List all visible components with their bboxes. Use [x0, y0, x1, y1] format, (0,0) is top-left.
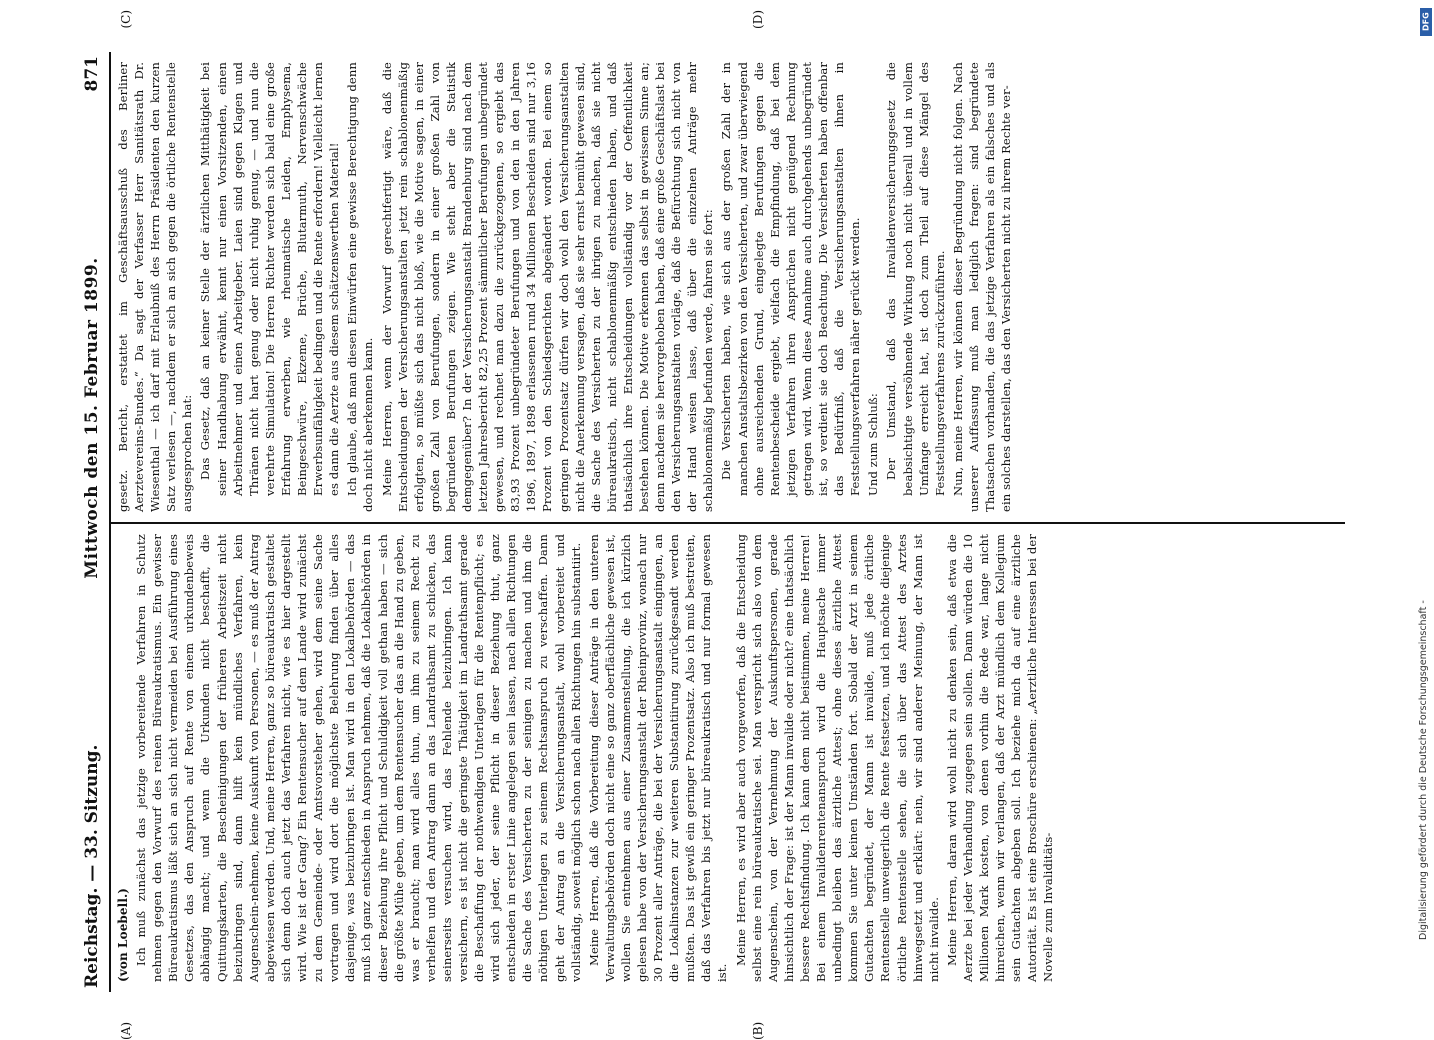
- text-columns: [111, 10, 1345, 1040]
- paragraph: Nun, meine Herren, wir können dieser Begründung nicht folgen. Nach unserer Auffassung muß man lediglich fragen: sind begründete Thatsachen vorhanden, die das jetzige Verfahren als ein falsches und als ein solches darstellen, das den Versicherten nicht zu ihrem Rechte ver-: [950, 62, 1014, 512]
- dfg-logo: DFG: [1420, 8, 1432, 36]
- rotated-page: [75, 10, 1345, 1040]
- digitization-credit: Digitalisierung gefördert durch die Deutsche Forschungsgemeinschaft -: [1418, 600, 1429, 940]
- page-header: [75, 52, 111, 992]
- speaker-label: (von Loebell.): [116, 887, 130, 982]
- paragraph: Meine Herren, es wird aber auch vorgeworfen, daß die Entscheidung selbst eine rein büreaukratische sei. Man verspricht sich also von dem Augenschein, von der Vernehmung der Auskunftspersonen, gerade hinsichtlich der Frage: ist der Mann invalide oder nicht? eine thatsächlich bessere Rechtsfindung. Ich kann dem nicht beistimmen, meine Herren! Bei einem Invalidenrentenanspruch wird die Hauptsache immer unbedingt bleiben das ärztliche Attest; ohne dieses ärztliche Attest kommen Sie unter keinen Umständen fort. Sobald der Arzt in seinem Gutachten begründet, der Mann ist invalide, muß jede örtliche Rentenstelle unweigerlich die Rente festsetzen, und ich möchte diejenige örtliche Rentenstelle sehen, die sich über das Attest des Arztes hinwegsetzt und erklärt: nein, wir sind anderer Meinung, der Mann ist nicht invalide.: [733, 534, 941, 982]
- quoted-paragraph: Der Umstand, daß das Invalidenversicherungsgesetz die beabsichtigte versöhnende Wirkung noch nicht überall und in vollem Umfange erreicht hat, ist doch zum Theil auf diese Mängel des Feststellungsverfahrens zurückzuführen.: [884, 62, 947, 496]
- header-date: Mittwoch den 15. Februar 1899.: [82, 257, 102, 579]
- page-number: 871: [82, 56, 102, 92]
- margin-marker-d: (D): [751, 10, 765, 29]
- margin-marker-a: (A): [119, 1021, 133, 1040]
- margin-marker-c: (C): [119, 10, 133, 29]
- quoted-paragraph: Die Versicherten haben, wie sich aus der großen Zahl der in manchen Anstaltsbezirken von den Versicherten, und zwar überwiegend ohne ausreichenden Grund, eingelegte Berufungen gegen die Rentenbescheide ergiebt, vielfach die Empfindung, daß bei dem jetzigen Verfahren ihren Ansprüchen nicht genügend Rechnung getragen wird. Wenn diese Annahme auch durchgehends unbegründet ist, so verdient sie doch Beachtung. Die Versicherten haben offenbar das Bedürfniß, daß die Versicherungsanstalten ihnen in Feststellungsverfahren näher gerückt werden.: [719, 62, 863, 496]
- header-left: Reichstag. — 33. Sitzung.: [82, 744, 102, 988]
- quoted-paragraph: Das Gesetz, daß an keiner Stelle der ärztlichen Mitthätigkeit bei seiner Handhabung erwähnt, kennt nur einen Vorsitzenden, einen Arbeitnehmer und einen Arbeitgeber. Laien sind gegen Klagen und Thränen nicht hart genug oder nicht ruhig genug, — und nun die verehrte Simulation! Die Herren Richter werden sich bald eine große Erfahrung erwerben, wie rheumatische Leiden, Emphysema, Beingeschwüre, Ekzeme, Brüche, Blutarmuth, Nervenschwäche Erwerbsunfähigkeit bedingen und die Rente erfordern! Vielleicht lernen es dann die Aerzte aus diesem schätzenswerthen Material!: [198, 62, 342, 496]
- margin-marker-b: (B): [751, 1021, 765, 1040]
- paragraph: Meine Herren, daß die Vorbereitung dieser Anträge in den unteren Verwaltungsbehörden doch nicht eine so ganz oberflächliche gewesen ist, wollen Sie entnehmen aus einer Zusammenstellung, die ich kürzlich gelesen habe von der Versicherungsanstalt der Rheinprovinz, wonach nur 30 Prozent aller Anträge, die bei der Versicherungsanstalt eingingen, an die Lokalinstanzen zur weiteren Substantiirung zurückgesandt werden mußten. Das ist gewiß ein geringer Prozentsatz. Also ich muß bestreiten, daß das Verfahren bis jetzt nur büreaukratisch und nur formal gewesen ist.: [586, 534, 730, 982]
- paragraph: Meine Herren, daran wird wohl nicht zu denken sein, daß etwa die Aerzte bei jeder Verhandlung zugegen sein sollen. Dann würden die 10 Millionen Mark kosten, von denen vorhin die Rede war, lange nicht hinreichen, wenn wir verlangen, daß der Arzt mündlich dem Kollegium sein Gutachten abgeben soll. Ich beziehe mich da auf eine ärztliche Autorität. Es ist eine Broschüre erschienen: „Aerztliche Interessen bei der Novelle zum Invaliditäts-: [944, 534, 1056, 982]
- left-column: [111, 522, 1345, 1040]
- paragraph: Ich glaube, daß man diesen Einwürfen eine gewisse Berechtigung denn doch nicht aberkennen kann.: [345, 62, 376, 512]
- paragraph: gesetz. Bericht, erstattet im Geschäftsausschuß des Berliner Aerztevereins-Bundes.“ Da sagt der Verfasser Herr Sanitätsrath Dr. Wiesenthal — ich darf mit Erlaubniß des Herrn Präsidenten den kurzen Satz verlesen —, nachdem er sich an sich gegen die örtliche Rentenstelle ausgesprochen hat:: [116, 62, 195, 512]
- paragraph: Und zum Schluß:: [866, 393, 881, 496]
- right-column: [111, 10, 1345, 522]
- paragraph: Ich muß zunächst das jetzige vorbereitende Verfahren in Schutz nehmen gegen den Vorwurf des reinen Büreaukratismus. Ein gewisser Büreaukratismus läßt sich an sich nicht vermeiden bei Ausführung eines Gesetzes, das den Anspruch auf Rente von einem urkundenbeweis abhängig macht; und wenn die Urkunden nicht beschafft, die Quittungskarten, die Bescheinigungen der früheren Arbeitszeit nicht beizubringen sind, dann hilft kein mündliches Verfahren, kein Augenschein-nehmen, keine Auskunft von Personen, — es muß der Antrag abgewiesen werden. Und, meine Herren, ganz so büreaukratisch gestaltet sich denn doch auch jetzt das Verfahren nicht, wie es hier dargestellt wird. Wie ist der Gang? Ein Rentensucher auf dem Lande wird zunächst zu dem Gemeinde- oder Amtsvorsteher gehen, wird dem seine Sache vortragen und wird dort die möglichste Belehrung finden über alles dasjenige, was beizubringen ist. Man wird in den Lokalbehörden — das muß ich ganz entschieden in Anspruch nehmen, daß die Lokalbehörden in dieser Beziehung ihre Pflicht und Schuldigkeit voll gethan haben — sich die größte Mühe geben, um dem Rentensucher das an die Hand zu geben, was er braucht; man wird alles thun, um ihm zu seinem Recht zu verhelfen und den Antrag dann an das Landrathsamt zu schicken, das seinerseits versuchen wird, das Fehlende beizubringen. Ich kann versichern, es ist nicht die geringste Thätigkeit im Landrathsamt gerade die Beschaffung der nothwendigen Unterlagen für die Rentenpflicht; es wird sich jeder, der seine Pflicht in dieser Beziehung thut, ganz entschieden in erster Linie angelegen sein lassen, nach allen Richtungen die Sache des Versicherten zu der seinigen zu machen und ihm die nöthigen Unterlagen zu seinem Rechtsanspruch zu verschaffen. Dann geht der Antrag an die Versicherungsanstalt, wohl vorbereitet und vollständig, soweit möglich schon nach allen Richtungen hin substantiirt.: [134, 534, 583, 982]
- paragraph: Meine Herren, wenn der Vorwurf gerechtfertigt wäre, daß die Entscheidungen der Versicherungsanstalten jetzt rein schablonenmäßig erfolgten, so müßte sich das nicht bloß, wie die Motive sagen, in einer großen Zahl von Berufungen, sondern in einer großen Zahl von begründeten Berufungen zeigen. Wie steht aber die Statistik demgegenüber? In der Versicherungsanstalt Brandenburg sind nach dem letzten Jahresbericht 82,25 Prozent sämmtlicher Berufungen unbegründet gewesen, und rechnet man dazu die zurückgezogenen, so ergiebt das 83,93 Prozent unbegründeter Berufungen und von den in den Jahren 1896, 1897, 1898 erlassenen rund 34 Millionen Bescheiden sind nur 3,16 Prozent von den Schiedsgerichten abgeändert worden. Bei einem so geringen Prozentsatz dürfen wir doch wohl den Versicherungsanstalten nicht die Anerkennung versagen, daß sie sehr ernst bemüht gewesen sind, die Sache des Versicherten zu der ihrigen zu machen, daß sie nicht büreaukratisch, nicht schablonenmäßig entschieden haben, und daß thatsächlich ihre Entscheidungen vollständig vor der Oeffentlichkeit bestehen können. Die Motive erkennen das selbst in gewissem Sinne an; denn nachdem sie hervorgehoben haben, daß eine große Geschäftslast bei den Versicherungsanstalten vorläge, daß die Befürchtung sich nicht von der Hand weisen lasse, daß über die einzelnen Anträge mehr schablonenmäßig befunden werde, fahren sie fort:: [379, 62, 716, 512]
